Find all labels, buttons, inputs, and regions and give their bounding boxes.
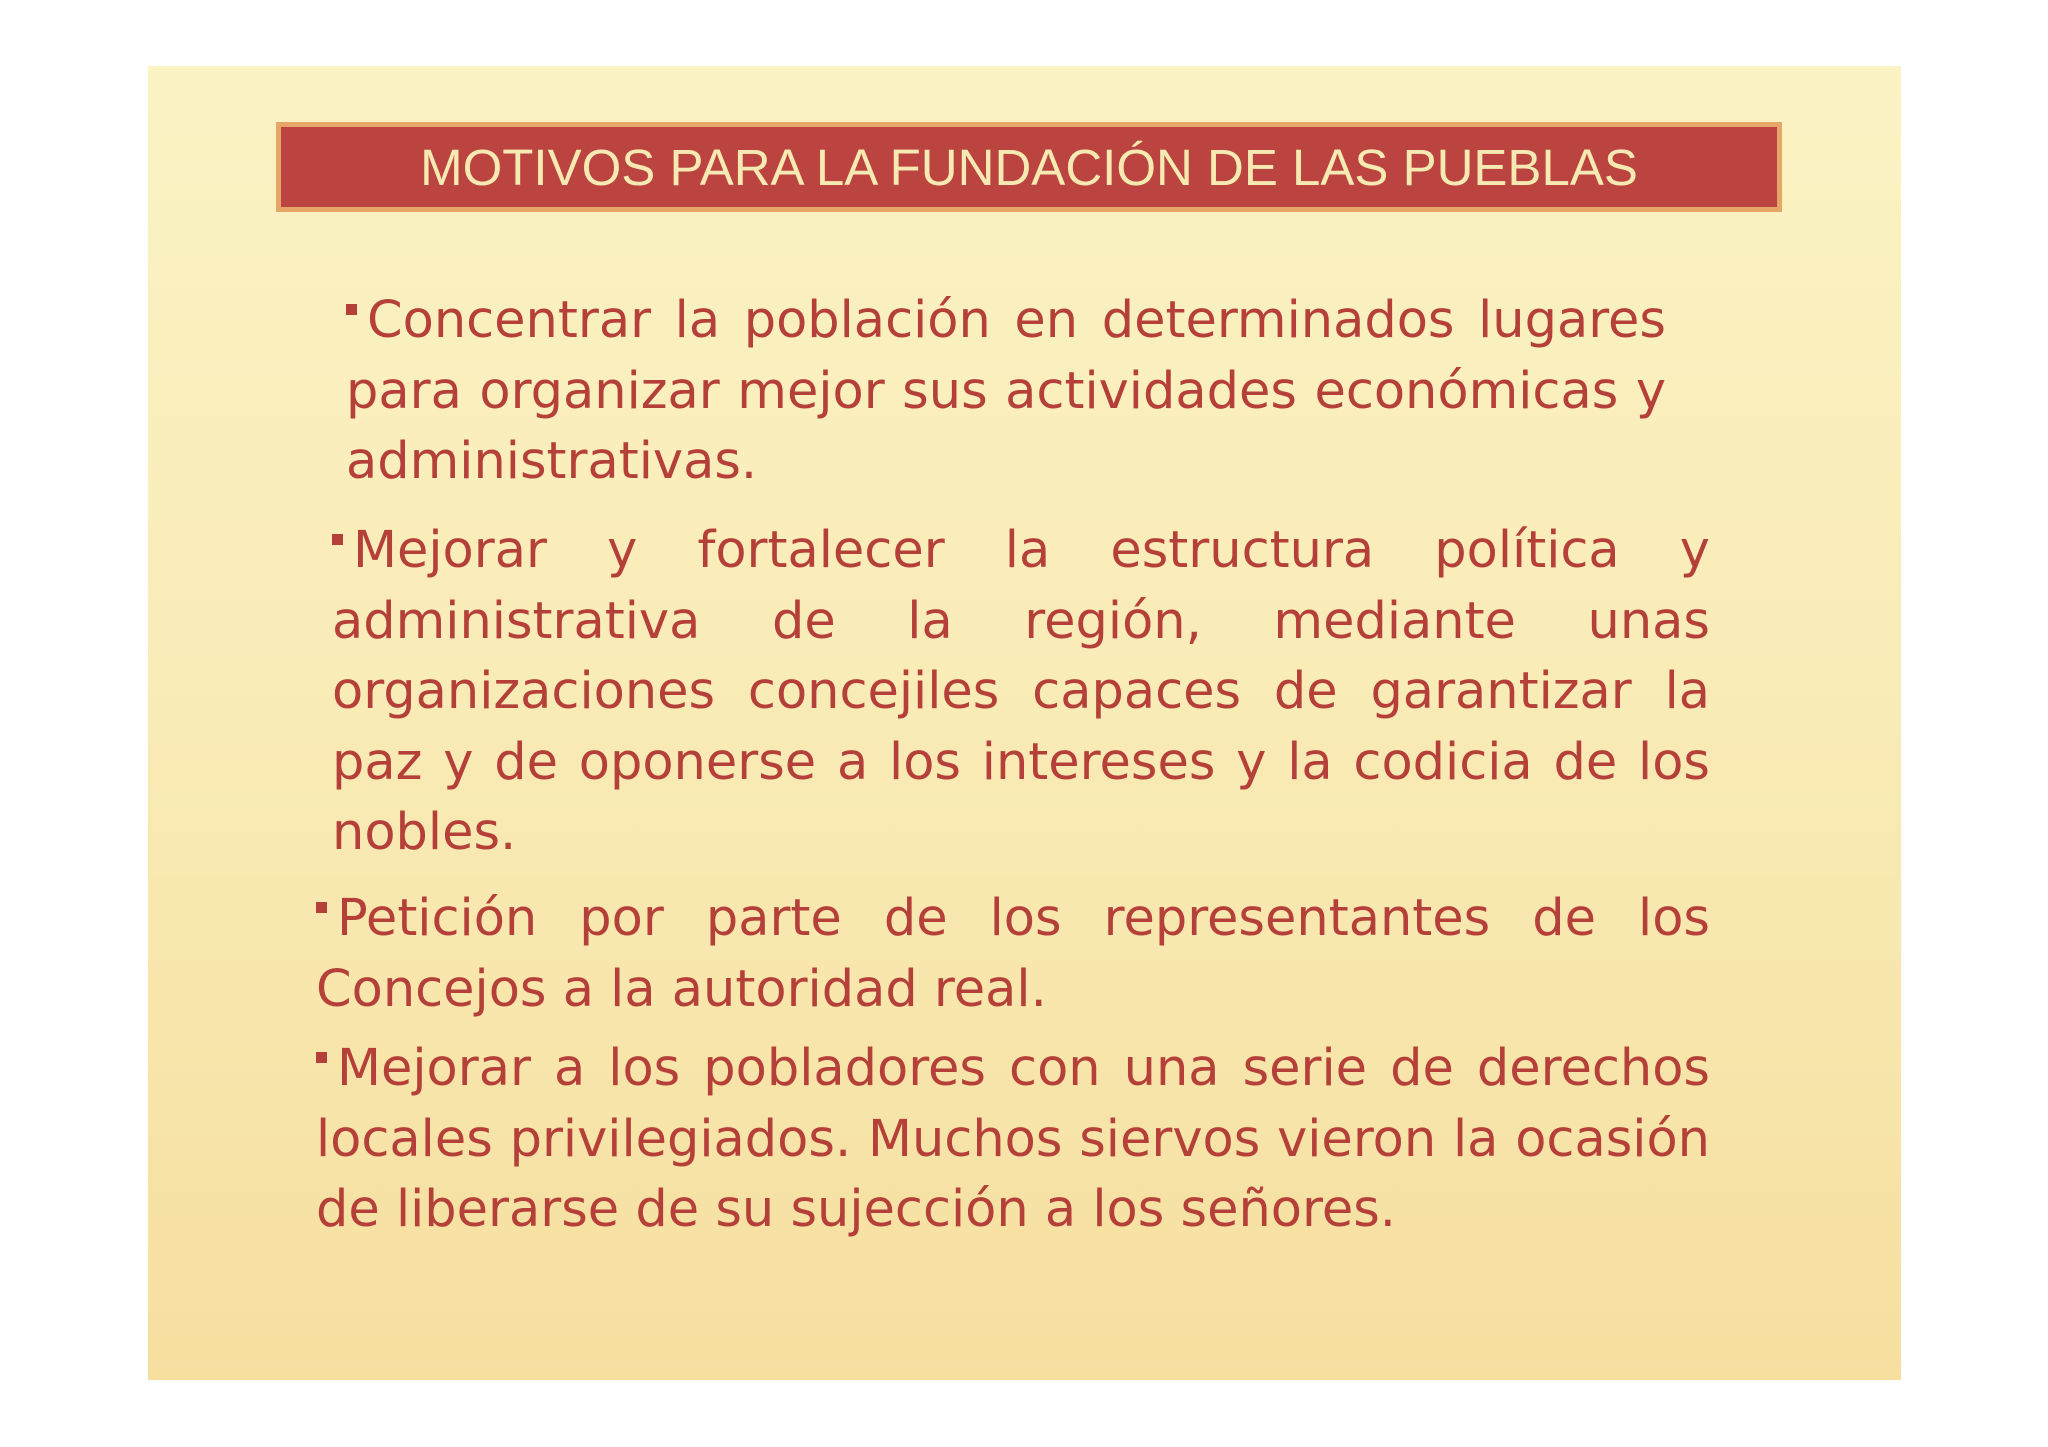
bullet-text-1: Concentrar la población en determinados lugares para organizar mejor sus actividades económicas y administrativas. — [346, 291, 1666, 491]
slide — [148, 66, 1901, 1380]
bullet-text-3: Petición por parte de los representantes de los Concejos a la autoridad real. — [316, 889, 1710, 1019]
bullet-item-2 — [332, 516, 1710, 869]
bullet-text-4: Mejorar a los pobladores con una serie de derechos locales privilegiados. Muchos siervos vieron la ocasión de liberarse de su sujección a los señores. — [316, 1039, 1710, 1239]
bullet-item-1 — [346, 286, 1666, 498]
square-bullet-icon — [332, 534, 343, 545]
square-bullet-icon — [316, 902, 327, 913]
square-bullet-icon — [346, 304, 357, 315]
title-banner — [276, 122, 1782, 212]
bullet-text-2: Mejorar y fortalecer la estructura política y administrativa de la región, mediante unas organizaciones concejiles capaces de garantizar la paz y de oponerse a los intereses y la codicia de los nobles. — [332, 521, 1710, 862]
slide-title: MOTIVOS PARA LA FUNDACIÓN DE LAS PUEBLAS — [420, 138, 1638, 196]
bullet-item-4 — [316, 1034, 1710, 1246]
bullet-item-3 — [316, 884, 1710, 1025]
square-bullet-icon — [316, 1052, 327, 1063]
